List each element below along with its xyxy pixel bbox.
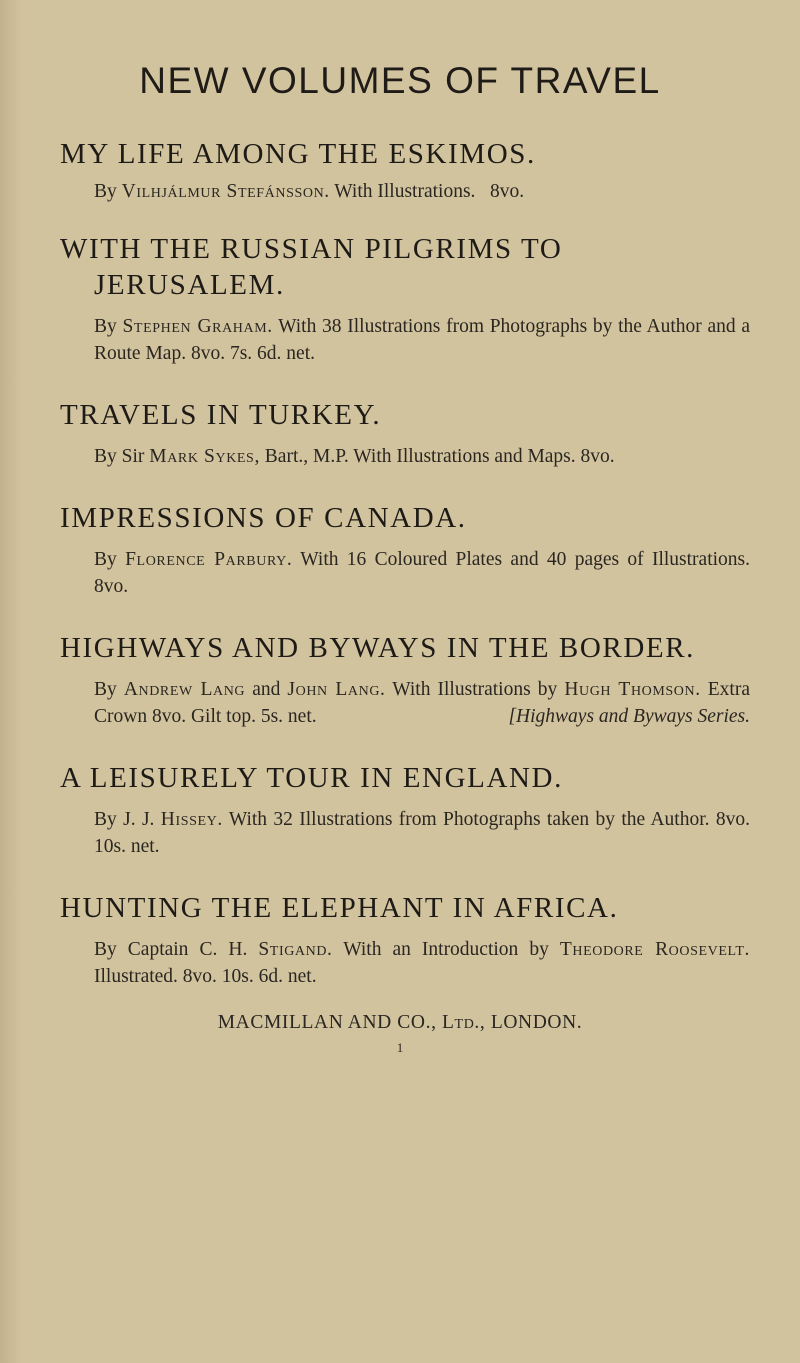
book-details: [60, 936, 750, 990]
book-title: TRAVELS IN TURKEY.: [60, 399, 382, 431]
author-name: Hissey.: [160, 809, 223, 830]
by-text: By: [94, 679, 117, 700]
by-text: By J. J.: [94, 809, 155, 830]
book-entry: [60, 136, 750, 205]
page-edge-shadow: [0, 0, 22, 1363]
publisher-ltd: Ltd.,: [442, 1012, 486, 1033]
book-title: IMPRESSIONS OF CANADA.: [60, 502, 467, 534]
book-title: HIGHWAYS AND BYWAYS IN THE BORDER.: [60, 632, 695, 664]
book-title: A LEISURELY TOUR IN ENGLAND.: [60, 762, 563, 794]
publisher-name: MACMILLAN AND CO.,: [217, 1012, 437, 1033]
author-name: Vilhjálmur Stefánsson.: [121, 181, 330, 202]
by-text: By: [94, 549, 117, 570]
book-title: MY LIFE AMONG THE ESKIMOS.: [60, 138, 536, 170]
page-number: 1: [396, 1040, 404, 1055]
book-info: With 38 Illustrations from Photographs by the Author and a Route Map. 8vo. 7s. 6d. net.: [94, 316, 751, 364]
page-title: NEW VOLUMES OF TRAVEL: [139, 60, 661, 101]
book-title: HUNTING THE ELEPHANT IN AFRICA.: [60, 892, 619, 924]
by-text: By: [94, 181, 117, 202]
illustrator-name: Hugh Thomson.: [564, 679, 701, 700]
book-info: With 32 Illustrations from Photographs taken by the Author. 8vo. 10s. net.: [94, 809, 750, 857]
book-info: With Illustrations by: [392, 679, 558, 700]
book-title: WITH THE RUSSIAN PILGRIMS TO JERUSALEM.: [60, 233, 563, 301]
by-text: By Sir: [94, 446, 145, 467]
author-name: Florence Parbury.: [125, 549, 293, 570]
book-list: [60, 136, 750, 990]
publisher-imprint: [0, 1012, 800, 1034]
book-info: With Illustrations. 8vo.: [334, 181, 525, 202]
book-details: [60, 676, 750, 730]
author-name: Mark Sykes,: [149, 446, 260, 467]
and-text: and: [252, 679, 281, 700]
book-info: Bart., M.P. With Illustrations and Maps. 8vo.: [264, 446, 615, 467]
author-name: Stigand.: [258, 939, 333, 960]
author-name: Stephen Graham.: [122, 316, 273, 337]
book-details: [60, 443, 750, 470]
book-entry: [60, 760, 750, 860]
book-entry: [60, 231, 750, 367]
book-info: With an Introduction by: [343, 939, 549, 960]
book-entry: [60, 890, 750, 990]
book-details: [60, 178, 750, 205]
book-details: [60, 806, 750, 860]
book-entry: [60, 397, 750, 470]
by-text: By: [94, 316, 117, 337]
book-entry: [60, 630, 750, 730]
second-author-name: John Lang.: [287, 679, 386, 700]
book-info-extra: Illustrated. 8vo. 10s. 6d. net.: [94, 966, 317, 987]
book-details: [60, 313, 750, 367]
publisher-city: LONDON.: [490, 1012, 583, 1033]
book-details: [60, 546, 750, 600]
book-info-extra: Extra Crown 8vo. Gilt top. 5s. net.: [94, 679, 750, 727]
author-name: Andrew Lang: [123, 679, 246, 700]
introducer-name: Theodore Roosevelt.: [559, 939, 751, 960]
series-name: [Highways and Byways Series.: [508, 706, 750, 727]
by-text: By Captain C. H.: [94, 939, 248, 960]
book-entry: [60, 500, 750, 600]
book-info: With 16 Coloured Plates and 40 pages of Illustrations. 8vo.: [94, 549, 751, 597]
